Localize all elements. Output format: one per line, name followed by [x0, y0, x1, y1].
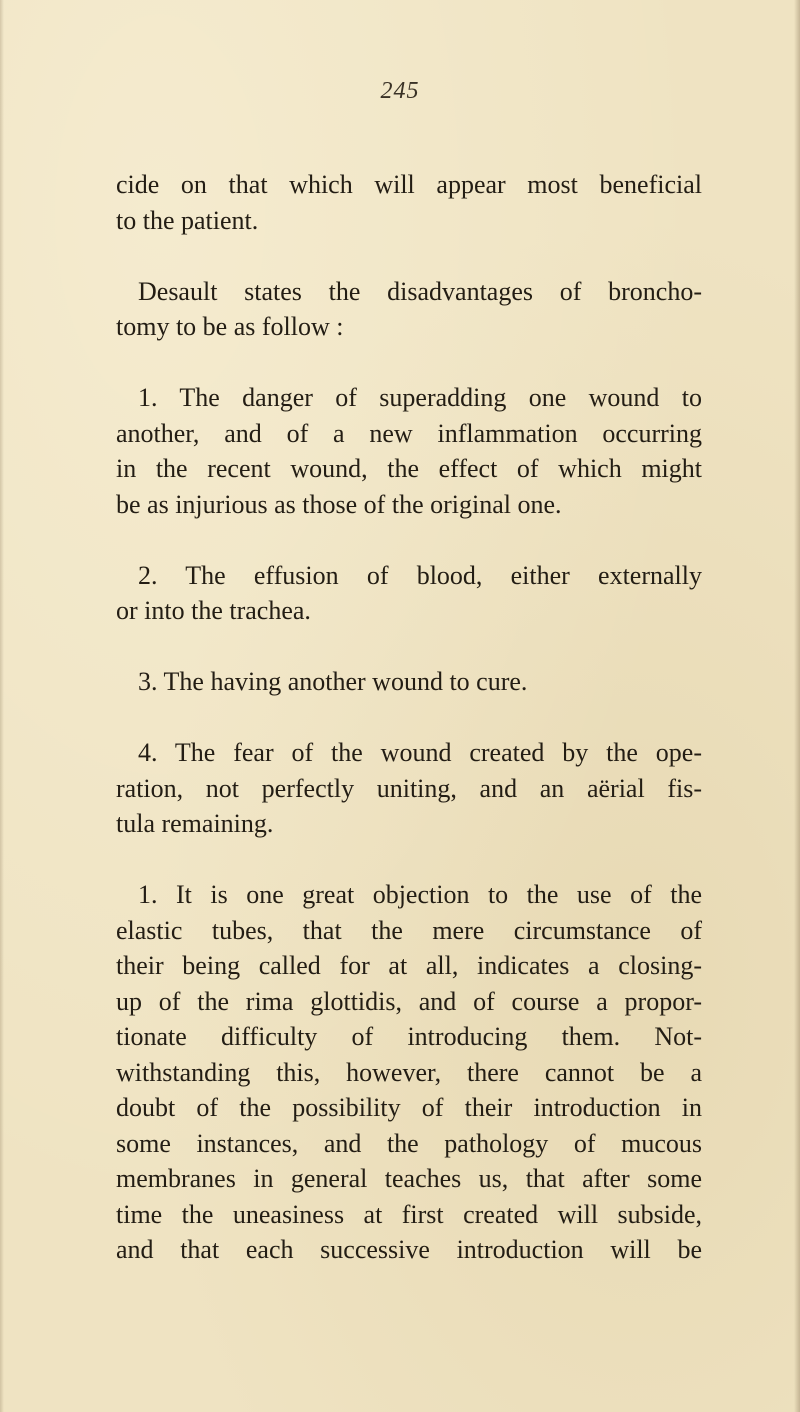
text-line: be as injurious as those of the original one.: [116, 489, 562, 519]
text-line: membranes in general teaches us, that after some: [116, 1164, 702, 1193]
paragraph-item-1: [116, 380, 702, 522]
paragraph-desault: [116, 274, 702, 345]
text-line: tula remaining.: [116, 809, 274, 838]
text-line: some instances, and the pathology of mucous: [116, 1128, 702, 1158]
text-line: 1. The danger of superadding one wound to: [138, 383, 702, 412]
page-number: 245: [380, 78, 420, 104]
text-line: time the uneasiness at first created will subside,: [116, 1199, 702, 1229]
text-line: tionate difficulty of introducing them. Not-: [116, 1022, 702, 1051]
text-line: ration, not perfectly uniting, and an aërial fis-: [116, 773, 702, 803]
text-line: withstanding this, however, there cannot be a: [116, 1057, 702, 1087]
text-line: elastic tubes, that the mere circumstance of: [116, 915, 702, 945]
text-line: 3. The having another wound to cure.: [138, 667, 528, 696]
text-line: their being called for at all, indicates a closing-: [116, 951, 702, 980]
text-line: another, and of a new inflammation occurring: [116, 418, 702, 448]
text-line: 4. The fear of the wound created by the ope-: [138, 738, 702, 767]
text-line: in the recent wound, the effect of which might: [116, 454, 702, 483]
text-line: or into the trachea.: [116, 596, 311, 625]
paragraph-continuation: [116, 167, 702, 238]
text-line: Desault states the disadvantages of broncho-: [138, 276, 702, 306]
page-left-edge-shadow: [0, 0, 4, 1412]
paragraph-item-3: [116, 664, 702, 700]
text-line: tomy to be as follow :: [116, 312, 344, 341]
text-line: to the patient.: [116, 205, 259, 235]
page-text-body: [116, 167, 702, 1303]
text-line: and that each successive introduction will be: [116, 1235, 702, 1264]
text-line: up of the rima glottidis, and of course a propor-: [116, 986, 702, 1016]
paragraph-item-2: [116, 558, 702, 629]
text-line: 1. It is one great objection to the use of the: [138, 880, 702, 909]
page-right-edge-shadow: [794, 0, 800, 1412]
paragraph-item-4: [116, 735, 702, 842]
text-line: 2. The effusion of blood, either externally: [138, 560, 702, 590]
text-line: cide on that which will appear most beneficial: [116, 170, 702, 199]
paragraph-elastic-tubes: [116, 877, 702, 1268]
text-line: doubt of the possibility of their introduction in: [116, 1093, 702, 1122]
